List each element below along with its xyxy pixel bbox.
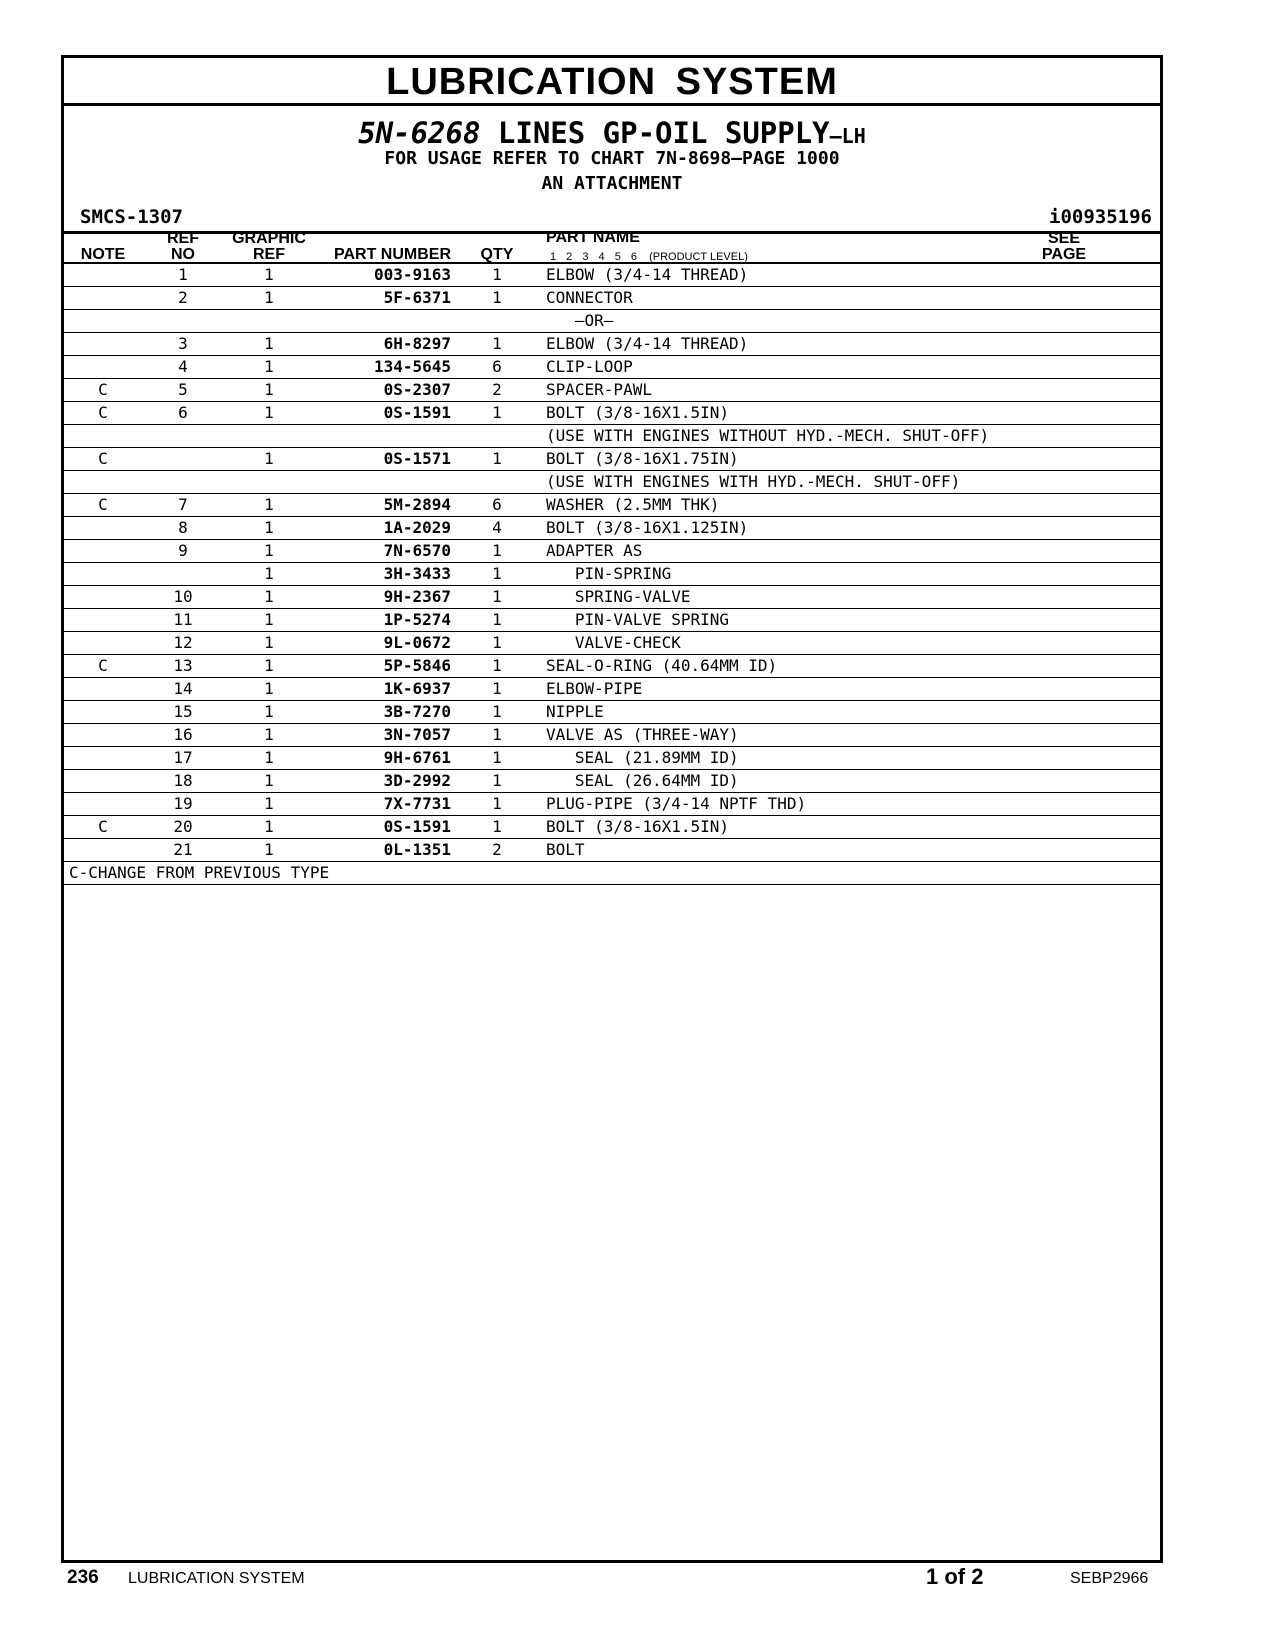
table-row [64, 310, 1160, 333]
cell-part: 0S-1591 [383, 403, 451, 422]
cell-name: (USE WITH ENGINES WITHOUT HYD.-MECH. SHUT-OFF) [546, 426, 990, 445]
cell-part: 9L-0672 [383, 633, 451, 652]
table-row [64, 494, 1160, 517]
product-level-label: (PRODUCT LEVEL) [649, 251, 748, 263]
cell-qty: 1 [492, 265, 502, 284]
cell-part: 0S-1571 [383, 449, 451, 468]
cell-qty: 1 [492, 702, 502, 721]
cell-gref: 1 [264, 679, 274, 698]
group-suffix: —LH [829, 124, 866, 148]
cell-ref: 12 [173, 633, 193, 652]
cell-qty: 1 [492, 633, 502, 652]
footer-sheet: 1 of 2 [926, 1564, 984, 1589]
cell-ref: 5 [178, 380, 188, 399]
table-row [64, 425, 1160, 448]
cell-name: CLIP-LOOP [546, 357, 633, 376]
cell-part: 0S-2307 [383, 380, 451, 399]
cell-part: 1A-2029 [383, 518, 451, 537]
section-title: LUBRICATION SYSTEM [64, 58, 1160, 106]
cell-gref: 1 [264, 518, 274, 537]
cell-part: 3H-3433 [383, 564, 451, 583]
cell-note: C [98, 817, 108, 836]
cell-name: PIN-SPRING [546, 564, 672, 583]
change-note: C-CHANGE FROM PREVIOUS TYPE [69, 863, 330, 882]
cell-part: 6H-8297 [383, 334, 451, 353]
cell-gref: 1 [264, 656, 274, 675]
cell-name: ELBOW-PIPE [546, 679, 643, 698]
cell-qty: 1 [492, 449, 502, 468]
header-graphic-line2: REF [253, 246, 285, 263]
cell-ref: 6 [178, 403, 188, 422]
cell-qty: 1 [492, 748, 502, 767]
cell-name: WASHER (2.5MM THK) [546, 495, 720, 514]
cell-part: 5M-2894 [383, 495, 451, 514]
cell-part: 1K-6937 [383, 679, 451, 698]
cell-gref: 1 [264, 357, 274, 376]
cell-ref: 21 [173, 840, 193, 859]
cell-part: 5P-5846 [383, 656, 451, 675]
cell-gref: 1 [264, 265, 274, 284]
illustration-id: i00935196 [1049, 206, 1152, 228]
cell-name: SEAL (21.89MM ID) [546, 748, 739, 767]
header-ref-line1: REF [167, 230, 199, 247]
header-graphic-ref [224, 231, 314, 263]
cell-qty: 1 [492, 794, 502, 813]
group-title [64, 116, 1160, 150]
cell-part: 3B-7270 [383, 702, 451, 721]
cell-name: SEAL (26.64MM ID) [546, 771, 739, 790]
cell-part: 9H-6761 [383, 748, 451, 767]
cell-name: NIPPLE [546, 702, 604, 721]
cell-name: BOLT (3/8-16X1.75IN) [546, 449, 739, 468]
page-frame [61, 55, 1163, 1563]
cell-qty: 1 [492, 725, 502, 744]
cell-part: 9H-2367 [383, 587, 451, 606]
cell-ref: 11 [173, 610, 193, 629]
cell-ref: 13 [173, 656, 193, 675]
header-ref [158, 231, 208, 263]
header-part-name: PART NAME [546, 229, 640, 246]
cell-ref: 9 [178, 541, 188, 560]
table-row [64, 655, 1160, 678]
cell-part: 7N-6570 [383, 541, 451, 560]
cell-gref: 1 [264, 495, 274, 514]
cell-ref: 15 [173, 702, 193, 721]
footer-doc-id: SEBP2966 [1070, 1570, 1149, 1587]
cell-ref: 14 [173, 679, 193, 698]
cell-ref: 4 [178, 357, 188, 376]
cell-name: (USE WITH ENGINES WITH HYD.-MECH. SHUT-OFF) [546, 472, 961, 491]
table-row [64, 379, 1160, 402]
header-see-page [1034, 231, 1094, 263]
header-qty: QTY [480, 246, 514, 263]
cell-gref: 1 [264, 449, 274, 468]
cell-gref: 1 [264, 541, 274, 560]
table-row [64, 356, 1160, 379]
cell-part: 7X-7731 [383, 794, 451, 813]
cell-name: BOLT [546, 840, 585, 859]
cell-name: BOLT (3/8-16X1.125IN) [546, 518, 749, 537]
table-row [64, 724, 1160, 747]
header-note: NOTE [80, 246, 126, 263]
cell-gref: 1 [264, 725, 274, 744]
header-part-number: PART NUMBER [333, 246, 451, 263]
smcs-code: SMCS-1307 [80, 206, 183, 228]
table-row [64, 586, 1160, 609]
cell-gref: 1 [264, 840, 274, 859]
cell-part: 0S-1591 [383, 817, 451, 836]
cell-ref: 19 [173, 794, 193, 813]
cell-part: 0L-1351 [383, 840, 451, 859]
cell-ref: 1 [178, 265, 188, 284]
cell-part: 3D-2992 [383, 771, 451, 790]
cell-qty: 1 [492, 817, 502, 836]
cell-qty: 4 [492, 518, 502, 537]
cell-ref: 2 [178, 288, 188, 307]
cell-qty: 1 [492, 403, 502, 422]
cell-note: C [98, 449, 108, 468]
cell-name: PIN-VALVE SPRING [546, 610, 730, 629]
cell-note: C [98, 656, 108, 675]
attachment-label: AN ATTACHMENT [541, 173, 683, 194]
table-row [64, 287, 1160, 310]
cell-name: SEAL-O-RING (40.64MM ID) [546, 656, 778, 675]
cell-gref: 1 [264, 702, 274, 721]
cell-note: C [98, 495, 108, 514]
cell-note: C [98, 403, 108, 422]
table-row [64, 701, 1160, 724]
product-level-numbers: 1 2 3 4 5 6 [550, 251, 637, 263]
cell-gref: 1 [264, 748, 274, 767]
cell-qty: 1 [492, 587, 502, 606]
cell-name: BOLT (3/8-16X1.5IN) [546, 403, 730, 422]
table-row [64, 402, 1160, 425]
header-see-line2: PAGE [1041, 246, 1087, 263]
table-row [64, 264, 1160, 287]
cell-qty: 2 [492, 840, 502, 859]
cell-gref: 1 [264, 334, 274, 353]
header-see-line1: SEE [1047, 230, 1080, 247]
cell-name: ELBOW (3/4-14 THREAD) [546, 265, 749, 284]
cell-gref: 1 [264, 633, 274, 652]
cell-gref: 1 [264, 380, 274, 399]
header-graphic-line1: GRAPHIC [232, 230, 306, 247]
cell-name: CONNECTOR [546, 288, 633, 307]
cell-ref: 20 [173, 817, 193, 836]
footer-section: LUBRICATION SYSTEM [128, 1570, 305, 1587]
cell-gref: 1 [264, 794, 274, 813]
cell-qty: 1 [492, 771, 502, 790]
header-ref-line2: NO [171, 246, 195, 263]
cell-ref: 10 [173, 587, 193, 606]
cell-name: BOLT (3/8-16X1.5IN) [546, 817, 730, 836]
cell-qty: 1 [492, 564, 502, 583]
cell-gref: 1 [264, 564, 274, 583]
cell-qty: 1 [492, 288, 502, 307]
group-part-number: 5N-6268 [358, 116, 481, 150]
cell-ref: 3 [178, 334, 188, 353]
cell-gref: 1 [264, 587, 274, 606]
table-row [64, 517, 1160, 540]
cell-qty: 1 [492, 656, 502, 675]
cell-qty: 1 [492, 610, 502, 629]
group-name: LINES GP-OIL SUPPLY [497, 116, 830, 150]
cell-part: 1P-5274 [383, 610, 451, 629]
cell-part: 5F-6371 [383, 288, 451, 307]
table-row [64, 563, 1160, 586]
cell-qty: 1 [492, 541, 502, 560]
table-row [64, 609, 1160, 632]
cell-name: SPACER-PAWL [546, 380, 652, 399]
cell-ref: 18 [173, 771, 193, 790]
cell-gref: 1 [264, 771, 274, 790]
table-row [64, 333, 1160, 356]
cell-name: PLUG-PIPE (3/4-14 NPTF THD) [546, 794, 807, 813]
footer-page-number: 236 [67, 1567, 99, 1588]
change-note-row [64, 862, 1160, 885]
cell-name: ELBOW (3/4-14 THREAD) [546, 334, 749, 353]
cell-part: 134-5645 [373, 357, 451, 376]
cell-part: 003-9163 [373, 265, 451, 284]
cell-name: VALVE AS (THREE-WAY) [546, 725, 739, 744]
cell-name: VALVE-CHECK [546, 633, 681, 652]
table-row [64, 678, 1160, 701]
usage-reference: FOR USAGE REFER TO CHART 7N-8698—PAGE 1000 [384, 148, 840, 169]
cell-qty: 2 [492, 380, 502, 399]
cell-ref: 16 [173, 725, 193, 744]
cell-ref: 17 [173, 748, 193, 767]
table-row [64, 839, 1160, 862]
table-row [64, 632, 1160, 655]
parts-table [64, 264, 1160, 885]
cell-name: SPRING-VALVE [546, 587, 691, 606]
cell-name: —OR— [546, 311, 614, 330]
cell-qty: 6 [492, 357, 502, 376]
cell-ref: 7 [178, 495, 188, 514]
cell-note: C [98, 380, 108, 399]
table-row [64, 793, 1160, 816]
cell-gref: 1 [264, 817, 274, 836]
table-row [64, 471, 1160, 494]
cell-qty: 6 [492, 495, 502, 514]
cell-qty: 1 [492, 334, 502, 353]
cell-name: ADAPTER AS [546, 541, 643, 560]
cell-gref: 1 [264, 403, 274, 422]
cell-qty: 1 [492, 679, 502, 698]
cell-gref: 1 [264, 610, 274, 629]
table-row [64, 540, 1160, 563]
table-row [64, 747, 1160, 770]
table-row [64, 770, 1160, 793]
cell-ref: 8 [178, 518, 188, 537]
cell-gref: 1 [264, 288, 274, 307]
table-row [64, 448, 1160, 471]
cell-part: 3N-7057 [383, 725, 451, 744]
table-row [64, 816, 1160, 839]
